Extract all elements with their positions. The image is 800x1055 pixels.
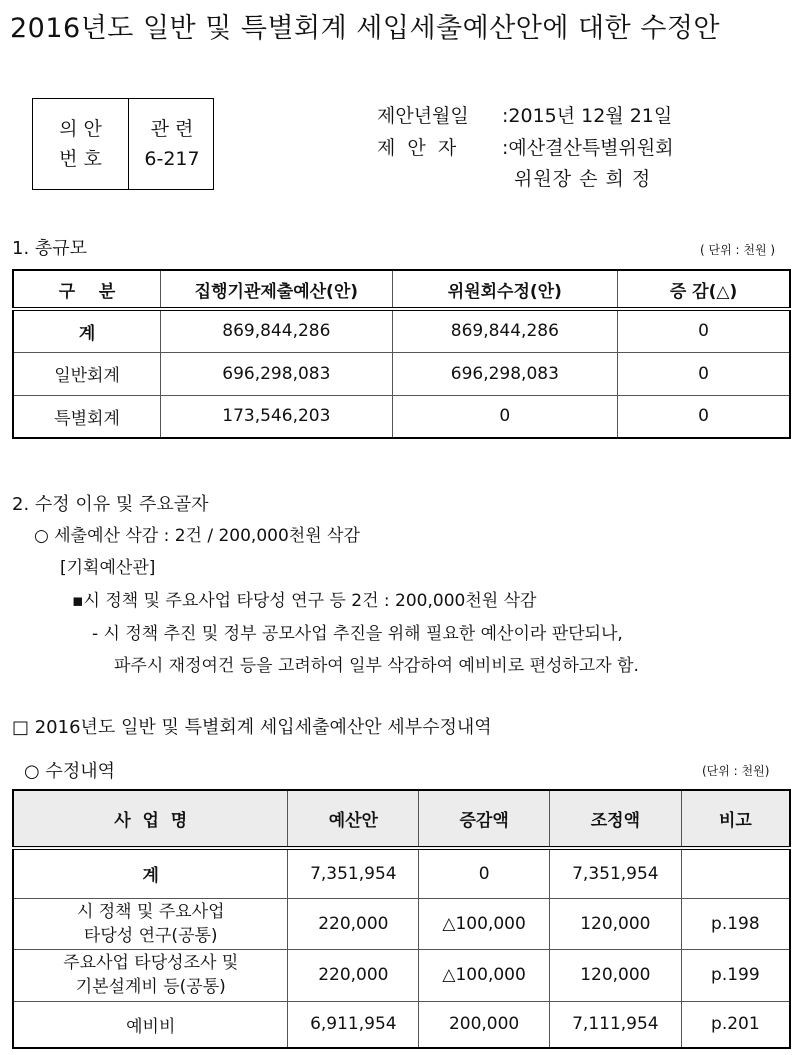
committee-chair: 위원장 손 희 정: [514, 168, 652, 190]
col-category: 구 분: [13, 270, 161, 309]
row-diff: 0: [618, 395, 790, 438]
row-submitted: 869,844,286: [161, 309, 392, 352]
table-row: [13, 395, 790, 438]
col-project: 사 업 명: [13, 790, 288, 848]
total-scale-table: [12, 269, 791, 439]
row-project: [13, 949, 288, 1001]
row-change: 0: [419, 848, 550, 898]
reason-line4: - 시 정책 추진 및 정부 공모사업 추진을 위해 필요한 예산이라 판단되나,: [92, 624, 623, 644]
row-submitted: 173,546,203: [161, 395, 392, 438]
section2-heading: 2. 수정 이유 및 주요골자: [12, 494, 209, 515]
row-change: △100,000: [419, 949, 550, 1001]
project-line1: 시 정책 및 주요사업: [76, 901, 225, 922]
project-line1: 주요사업 타당성조사 및: [63, 953, 239, 973]
row-revised: 696,298,083: [392, 352, 618, 395]
col-submitted: 집행기관제출예산(안): [161, 270, 392, 309]
project-line2: 타당성 연구(공통): [83, 925, 218, 946]
row-change: 200,000: [419, 1001, 550, 1048]
bill-label-line1: 의 안: [59, 118, 102, 140]
col-diff: 증 감(△): [618, 270, 790, 309]
detail-table: [12, 789, 791, 1049]
row-submitted: 696,298,083: [161, 352, 392, 395]
row-budget: 220,000: [288, 949, 419, 1001]
bill-value-line2: 6-217: [144, 148, 200, 170]
bill-number-value: [129, 99, 215, 189]
col-revised: 위원회수정(안): [392, 270, 618, 309]
project-line2: 기본설계비 등(공통): [75, 977, 226, 997]
row-adjusted: 7,111,954: [549, 1001, 681, 1048]
table-row: [13, 949, 790, 1001]
row-change: △100,000: [419, 898, 550, 949]
section3-heading: □ 2016년도 일반 및 특별회계 세입세출예산안 세부수정내역: [12, 717, 492, 738]
row-project: 예비비: [13, 1001, 288, 1048]
table-row: [13, 848, 790, 898]
proposer-label: 제 안 자: [377, 137, 457, 159]
section3-subheading: ○ 수정내역: [24, 761, 115, 782]
col-change: 증감액: [419, 790, 550, 848]
bill-number-box: [32, 98, 214, 190]
bill-label-line2: 번 호: [59, 148, 102, 170]
row-diff: 0: [618, 352, 790, 395]
row-revised: 0: [392, 395, 618, 438]
row-note: [681, 848, 790, 898]
table-row: [13, 352, 790, 395]
reason-line2: [기획예산관]: [60, 558, 156, 578]
table-row: [13, 898, 790, 949]
row-name: 일반회계: [13, 352, 161, 395]
bill-value-line1: 관 련: [150, 118, 194, 140]
row-diff: 0: [618, 309, 790, 352]
row-budget: 220,000: [288, 898, 419, 949]
row-budget: 6,911,954: [288, 1001, 419, 1048]
table-row: [13, 1001, 790, 1048]
document-title: 2016년도 일반 및 특별회계 세입세출예산안에 대한 수정안: [10, 13, 721, 44]
col-note: 비고: [681, 790, 790, 848]
proposer-value: :예산결산특별위원회: [502, 137, 674, 159]
proposal-date-label: 제안년월일: [377, 105, 469, 127]
row-adjusted: 120,000: [549, 949, 681, 1001]
section3-unit: (단위 : 천원): [702, 764, 770, 778]
row-project: [13, 898, 288, 949]
section1-unit: ( 단위 : 천원 ): [700, 243, 776, 257]
row-budget: 7,351,954: [288, 848, 419, 898]
table-row: [13, 309, 790, 352]
row-revised: 869,844,286: [392, 309, 618, 352]
row-adjusted: 7,351,954: [549, 848, 681, 898]
section1-heading: 1. 총규모: [12, 238, 88, 259]
bill-number-label: [33, 99, 129, 189]
row-note: p.199: [681, 949, 790, 1001]
row-adjusted: 120,000: [549, 898, 681, 949]
col-budget: 예산안: [288, 790, 419, 848]
row-note: p.198: [681, 898, 790, 949]
row-note: p.201: [681, 1001, 790, 1048]
reason-line5: 파주시 재정여건 등을 고려하여 일부 삭감하여 예비비로 편성하고자 함.: [114, 656, 639, 676]
row-name: 계: [13, 309, 161, 352]
row-project: 계: [13, 848, 288, 898]
reason-line1: ○ 세출예산 삭감 : 2건 / 200,000천원 삭감: [34, 526, 360, 546]
proposal-date-value: :2015년 12월 21일: [502, 105, 673, 127]
reason-line3: ▪시 정책 및 주요사업 타당성 연구 등 2건 : 200,000천원 삭감: [72, 591, 537, 611]
col-adjusted: 조정액: [549, 790, 681, 848]
row-name: 특별회계: [13, 395, 161, 438]
